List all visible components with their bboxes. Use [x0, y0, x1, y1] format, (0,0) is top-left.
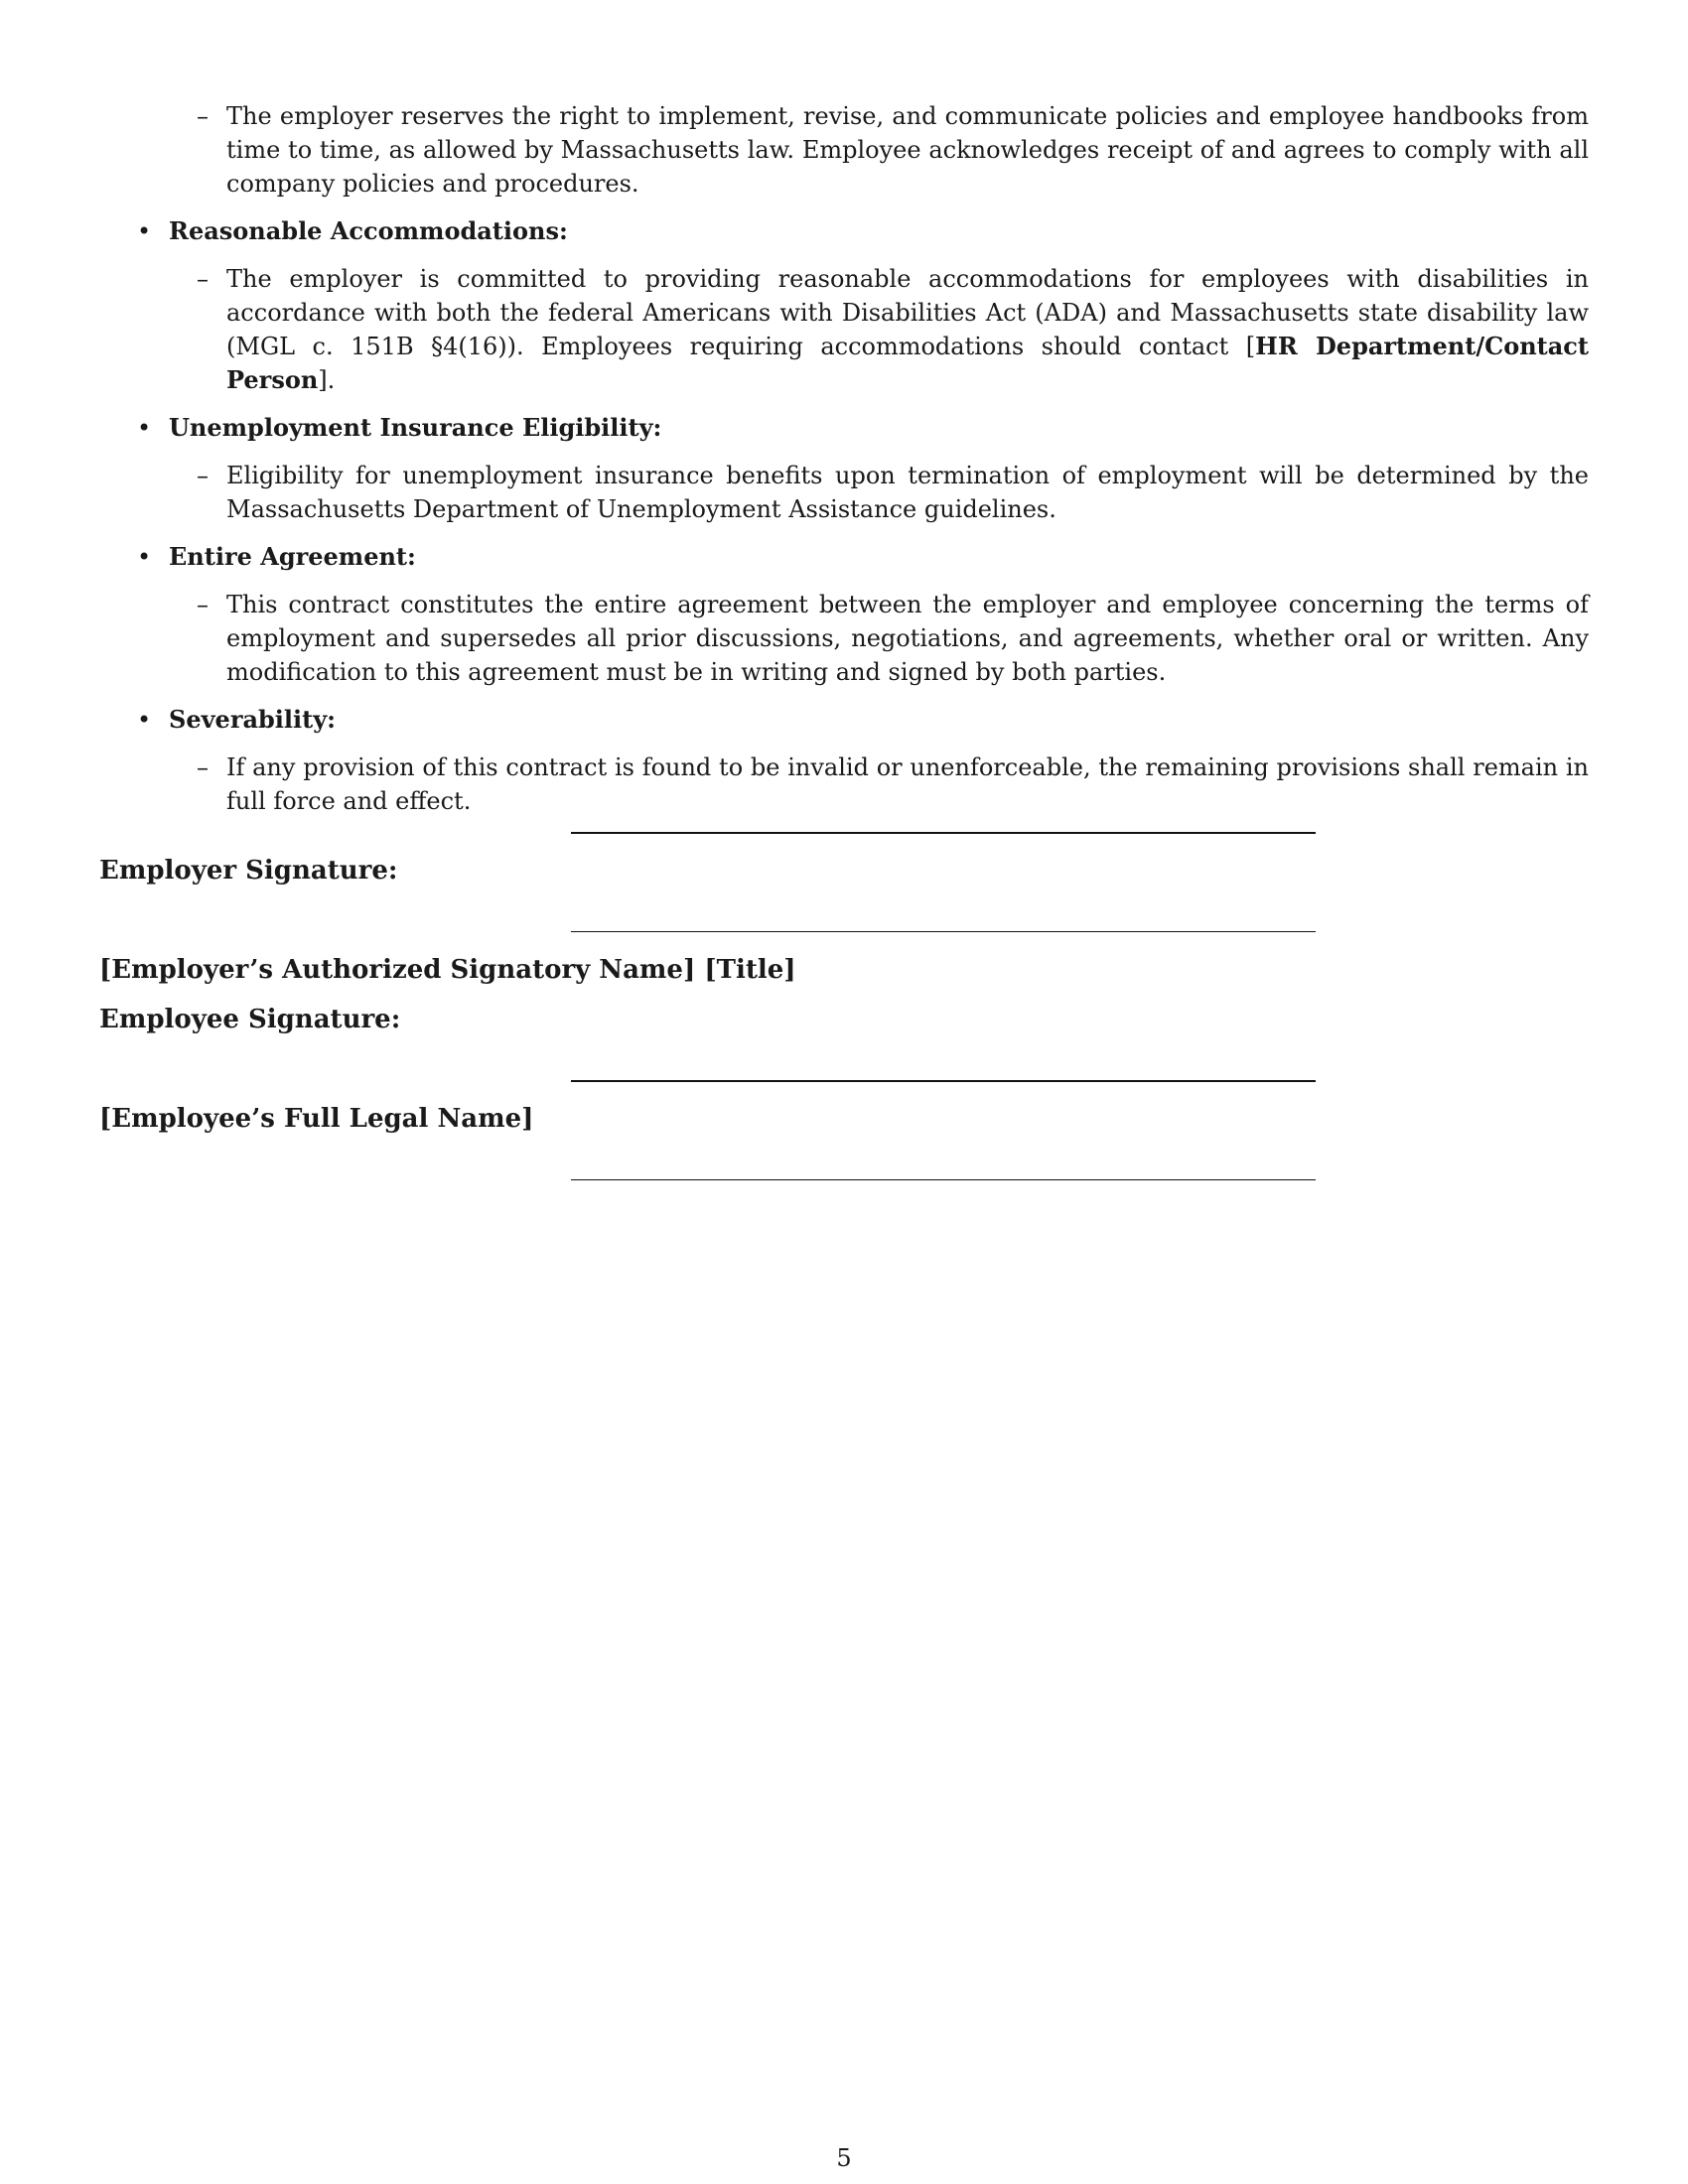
employer-signatory-name-label: [Employer’s Authorized Signatory Name] [Title] [99, 955, 796, 985]
subitem-text: This contract constitutes the entire agreement between the employer and employee concerning the terms of employment and supersedes all prior discussions, negotiations, and agreements, whether oral or written. Any modification to this agreement must be in writing and signed by both parties. [226, 591, 1589, 686]
bullet-marker: • [137, 414, 152, 442]
employer-signature-label: Employer Signature: [99, 856, 398, 886]
page-number: 5 [836, 2144, 852, 2172]
dash-marker: – [197, 265, 209, 293]
bullet-marker: • [137, 543, 152, 571]
employee-signature-label: Employee Signature: [99, 1005, 401, 1034]
list-item [197, 459, 1589, 526]
list-item [197, 262, 1589, 397]
dash-marker: – [197, 591, 209, 618]
heading-text: Reasonable Accommodations: [169, 216, 568, 245]
subitem-text: Eligibility for unemployment insurance benefits upon termination of employment will be determined by the Massachusetts Department of Unemployment Assistance guidelines. [226, 462, 1589, 523]
heading-text: Unemployment Insurance Eligibility: [169, 413, 662, 442]
dash-marker: – [197, 102, 209, 130]
section-body-entire-agreement [99, 588, 1589, 689]
subitem-text: If any provision of this contract is found to be invalid or unenforceable, the remaining provisions shall remain in full force and effect. [226, 753, 1589, 815]
section-heading-entire-agreement [137, 540, 1589, 574]
list-item [197, 588, 1589, 689]
employee-name-label: [Employee’s Full Legal Name] [99, 1104, 534, 1134]
dash-marker: – [197, 462, 209, 489]
heading-text: Entire Agreement: [169, 542, 416, 571]
section-heading-severability [137, 703, 1589, 737]
list-item [197, 751, 1589, 818]
section-heading-reasonable-accommodations [137, 214, 1589, 248]
section-body-severability [99, 751, 1589, 818]
subitem-text: The employer is committed to providing reasonable accommodations for employees with disabilities in accordance with both the federal Americans with Disabilities Act (ADA) and Massachusetts state disability law (MGL c. 151B §4(16)). Employees requiring accommodations should contact [ [226, 265, 1589, 360]
bullet-marker: • [137, 217, 152, 245]
document-body [99, 99, 1589, 830]
employer-name-line[interactable] [571, 931, 1316, 932]
list-item [197, 99, 1589, 201]
dash-marker: – [197, 753, 209, 781]
section-body-unemployment-insurance [99, 459, 1589, 526]
hr-contact-placeholder: HR Department/Contact Person [226, 332, 1589, 394]
subitem-text-end: ]. [318, 366, 336, 394]
section-body-reasonable-accommodations [99, 262, 1589, 397]
employee-name-line[interactable] [571, 1179, 1316, 1180]
bullet-marker: • [137, 706, 152, 734]
employee-signature-line[interactable] [571, 1080, 1316, 1082]
employer-signature-line[interactable] [571, 832, 1316, 834]
heading-text: Severability: [169, 705, 337, 734]
intro-subitem-group [99, 99, 1589, 201]
section-heading-unemployment-insurance [137, 411, 1589, 445]
subitem-text: The employer reserves the right to implement, revise, and communicate policies and employee handbooks from time to time, as allowed by Massachusetts law. Employee acknowledges receipt of and agrees to comply with all company policies and procedures. [226, 102, 1589, 198]
